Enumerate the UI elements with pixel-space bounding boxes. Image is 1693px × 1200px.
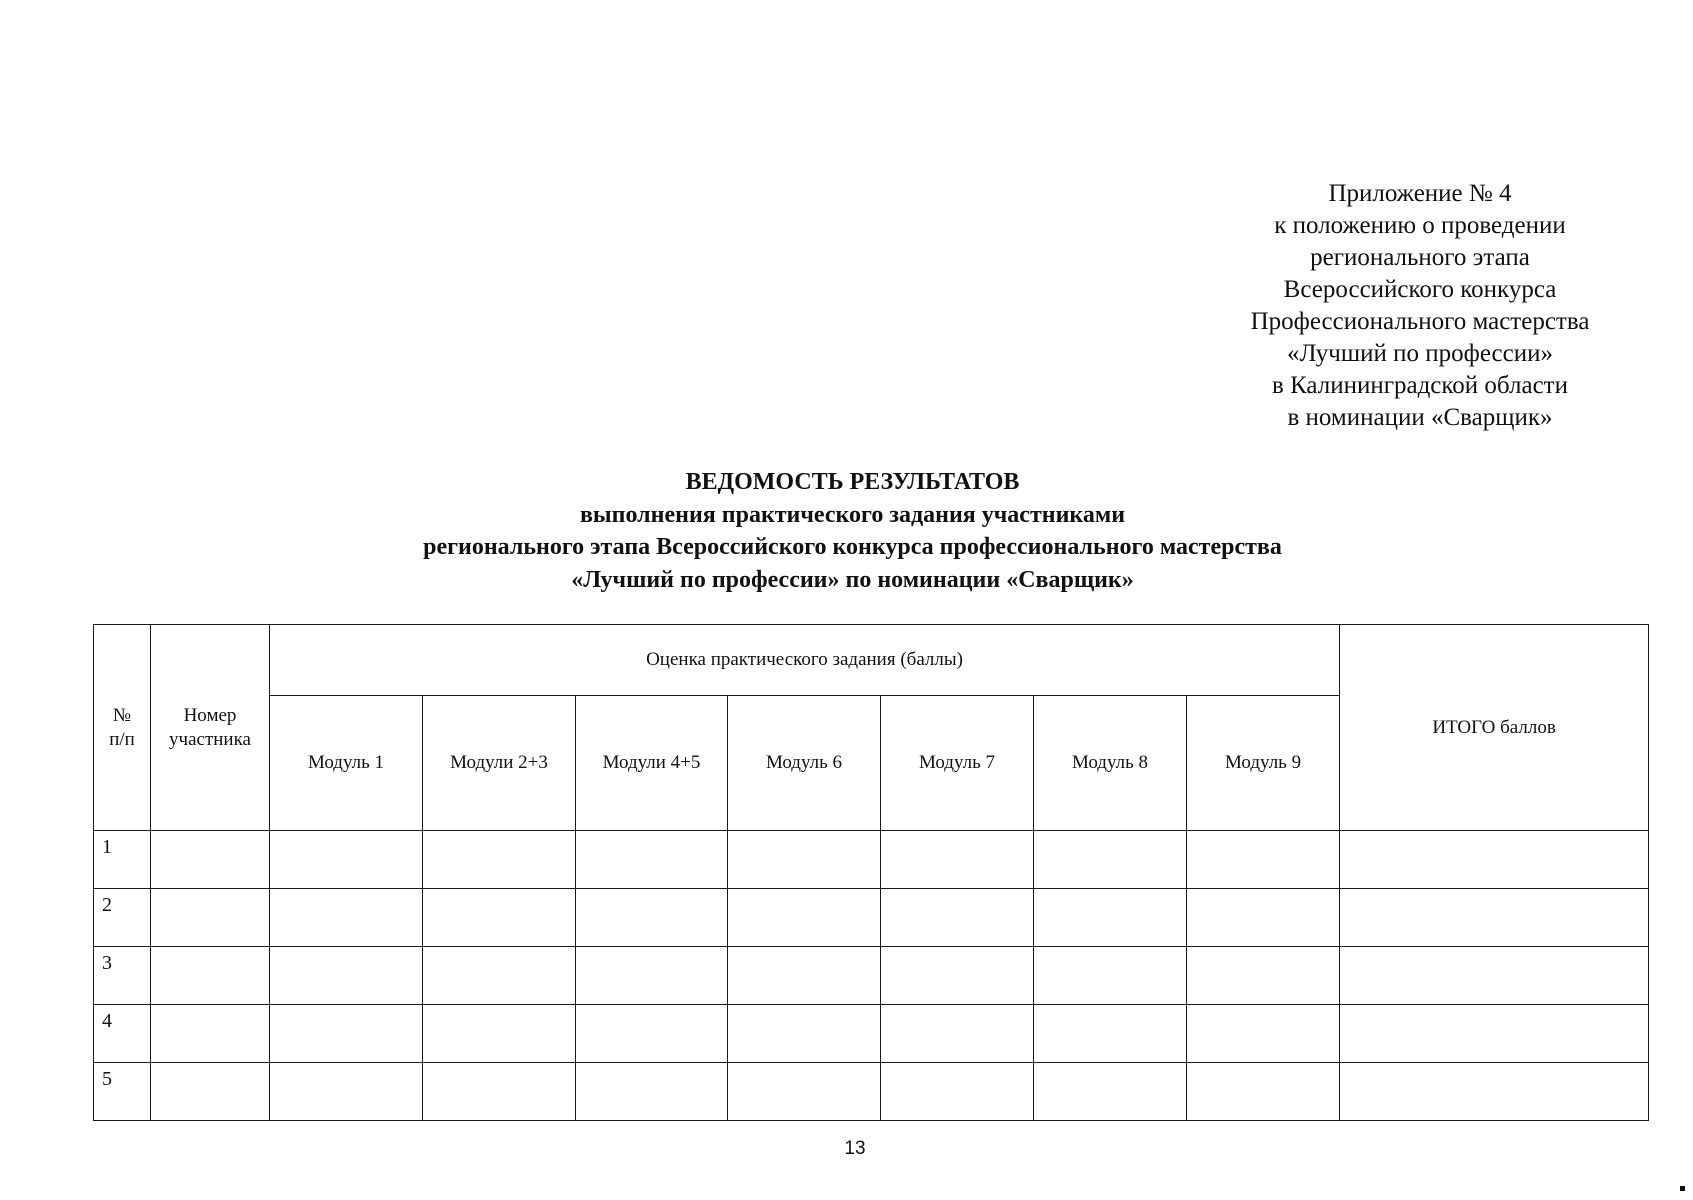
score-cell bbox=[576, 1063, 728, 1121]
score-cell bbox=[423, 831, 576, 889]
table-row bbox=[94, 889, 1649, 947]
table-row bbox=[94, 1063, 1649, 1121]
score-cell bbox=[270, 831, 423, 889]
title-line: «Лучший по профессии» по номинации «Сварщик» bbox=[571, 566, 1134, 593]
column-header-module: Модуль 9 bbox=[1187, 696, 1340, 831]
column-header-module: Модуль 7 bbox=[881, 696, 1034, 831]
score-cell bbox=[1034, 889, 1187, 947]
column-header-participant bbox=[151, 625, 270, 831]
participant-cell bbox=[151, 889, 270, 947]
title-line: ВЕДОМОСТЬ РЕЗУЛЬТАТОВ bbox=[685, 469, 1020, 495]
column-header-participant-line: Номер bbox=[183, 704, 237, 726]
appendix-line: Приложение № 4 bbox=[1328, 180, 1512, 207]
table-row bbox=[94, 947, 1649, 1005]
score-cell bbox=[576, 1005, 728, 1063]
score-cell bbox=[881, 1063, 1034, 1121]
score-cell bbox=[1187, 947, 1340, 1005]
scan-mark bbox=[1680, 1186, 1685, 1191]
column-header-module: Модуль 1 bbox=[270, 696, 423, 831]
score-cell bbox=[728, 889, 881, 947]
total-cell bbox=[1340, 1063, 1649, 1121]
row-number-cell: 4 bbox=[94, 1005, 151, 1063]
score-cell bbox=[1034, 1063, 1187, 1121]
score-cell bbox=[576, 947, 728, 1005]
column-header-total: ИТОГО баллов bbox=[1340, 625, 1649, 831]
appendix-line: регионального этапа bbox=[1310, 244, 1530, 271]
appendix-line: в номинации «Сварщик» bbox=[1287, 404, 1553, 431]
column-header-number bbox=[94, 625, 151, 831]
title-line: выполнения практического задания участниками bbox=[579, 501, 1126, 528]
score-cell bbox=[1034, 1005, 1187, 1063]
row-number-cell: 1 bbox=[94, 831, 151, 889]
table-header-row bbox=[94, 625, 1649, 696]
score-cell bbox=[1187, 831, 1340, 889]
score-cell bbox=[728, 831, 881, 889]
column-group-header: Оценка практического задания (баллы) bbox=[270, 625, 1340, 696]
score-cell bbox=[1187, 889, 1340, 947]
score-cell bbox=[1034, 947, 1187, 1005]
results-table bbox=[93, 624, 1649, 1121]
score-cell bbox=[576, 831, 728, 889]
score-cell bbox=[881, 947, 1034, 1005]
appendix-line: «Лучший по профессии» bbox=[1286, 340, 1554, 367]
participant-cell bbox=[151, 947, 270, 1005]
total-cell bbox=[1340, 889, 1649, 947]
score-cell bbox=[881, 1005, 1034, 1063]
appendix-line: Профессионального мастерства bbox=[1250, 308, 1590, 335]
appendix-line: к положению о проведении bbox=[1274, 212, 1566, 239]
score-cell bbox=[881, 889, 1034, 947]
score-cell bbox=[270, 947, 423, 1005]
appendix-block bbox=[1210, 178, 1630, 434]
score-cell bbox=[423, 889, 576, 947]
column-header-module: Модули 4+5 bbox=[576, 696, 728, 831]
page-number: 13 bbox=[844, 1138, 866, 1159]
score-cell bbox=[423, 947, 576, 1005]
total-cell bbox=[1340, 831, 1649, 889]
table-row bbox=[94, 831, 1649, 889]
table-row bbox=[94, 1005, 1649, 1063]
column-header-number-line: № bbox=[112, 704, 132, 726]
column-header-participant-line: участника bbox=[169, 728, 251, 750]
score-cell bbox=[270, 889, 423, 947]
score-cell bbox=[270, 1005, 423, 1063]
score-cell bbox=[423, 1005, 576, 1063]
row-number-cell: 2 bbox=[94, 889, 151, 947]
column-header-number-line: п/п bbox=[109, 728, 135, 750]
score-cell bbox=[270, 1063, 423, 1121]
participant-cell bbox=[151, 831, 270, 889]
title-line: регионального этапа Всероссийского конкурса профессионального мастерства bbox=[423, 534, 1282, 560]
row-number-cell: 3 bbox=[94, 947, 151, 1005]
total-cell bbox=[1340, 947, 1649, 1005]
score-cell bbox=[1034, 831, 1187, 889]
score-cell bbox=[728, 1005, 881, 1063]
score-cell bbox=[728, 947, 881, 1005]
score-cell bbox=[881, 831, 1034, 889]
column-header-module: Модуль 6 bbox=[728, 696, 881, 831]
column-header-module: Модуль 8 bbox=[1034, 696, 1187, 831]
column-header-module: Модули 2+3 bbox=[423, 696, 576, 831]
score-cell bbox=[576, 889, 728, 947]
score-cell bbox=[1187, 1063, 1340, 1121]
participant-cell bbox=[151, 1005, 270, 1063]
score-cell bbox=[1187, 1005, 1340, 1063]
score-cell bbox=[423, 1063, 576, 1121]
document-title bbox=[0, 466, 1693, 596]
score-cell bbox=[728, 1063, 881, 1121]
appendix-line: Всероссийского конкурса bbox=[1283, 276, 1557, 303]
appendix-line: в Калининградской области bbox=[1272, 372, 1568, 399]
participant-cell bbox=[151, 1063, 270, 1121]
row-number-cell: 5 bbox=[94, 1063, 151, 1121]
total-cell bbox=[1340, 1005, 1649, 1063]
